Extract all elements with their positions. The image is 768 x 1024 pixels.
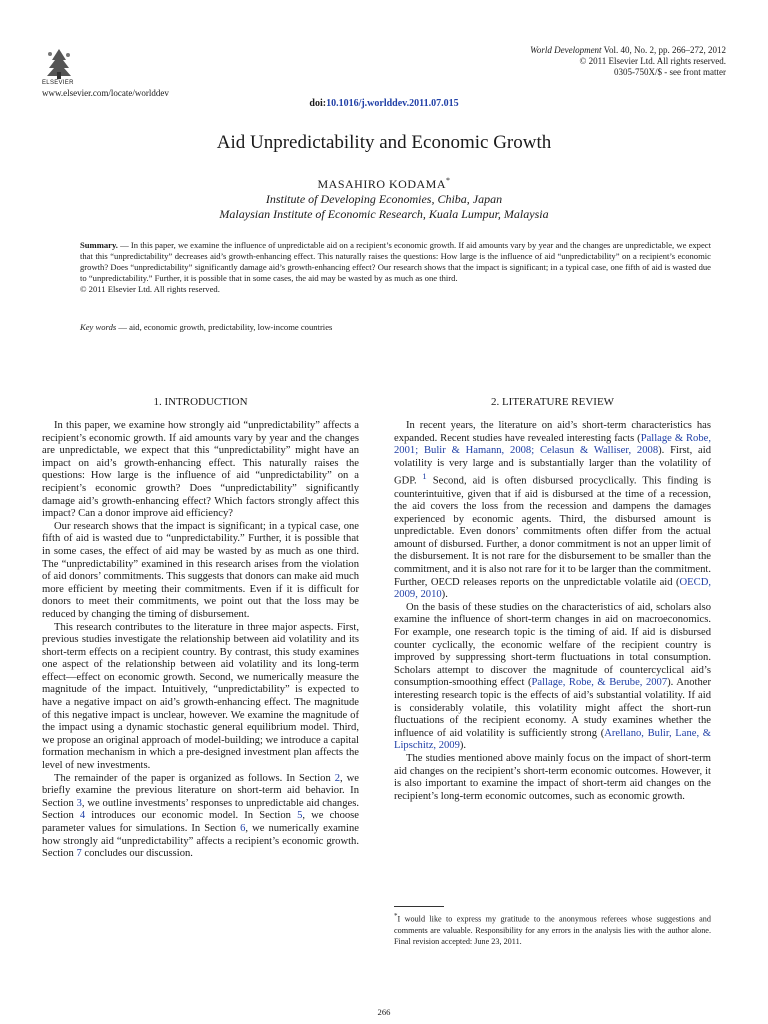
intro-paragraph-2: Our research shows that the impact is significant; in a typical case, one fifth of aid is wasted due to “unpredictability.” Further, it is possible that in some cases, the effect of aid may be wasted by as much as one third. The “unpredictability” examined in this research arises from the violation of aid donors’ commitments. This suggests that donors can make aid much more efficient by meeting their commitments. Even if it is difficult for donors to meet their commitments, we point out that the loss may be reduced by changing the timing of disbursement. [42, 520, 359, 620]
text-run: On the basis of these studies on the characteristics of aid, scholars also examine the influence of short-term changes in aid on macroeconomics. For example, one research topic is the timing of aid. If aid is disbursed counter cyclically, the economic welfare of the recipient country is improved by suppressing short-term fluctuations in total consumption. Scholars attempt to discover the magnitude of countercyclical aid’s consumption-smoothing effect ( [394, 601, 711, 689]
text-run: concludes our discussion. [81, 848, 193, 860]
footnote-link-1[interactable]: 1 [416, 471, 427, 482]
text-run: The remainder of the paper is organized as follows. In Section [54, 772, 335, 784]
author-line [0, 176, 768, 192]
affiliations [0, 192, 768, 222]
section-link-4[interactable]: 4 [79, 810, 86, 822]
text-run: , we numerically examine how strongly aid “unpredictability” affects a recipient’s economic growth. Section [42, 823, 359, 860]
doi-link[interactable]: 10.1016/j.worlddev.2011.07.015 [326, 98, 459, 109]
doi-prefix: doi: [309, 98, 327, 109]
text-run: ). [441, 589, 448, 601]
author-footnote-mark[interactable]: * [446, 176, 451, 185]
abstract [80, 240, 711, 295]
journal-name: World Development [530, 45, 602, 55]
keywords-text: — aid, economic growth, predictability, low-income countries [116, 322, 333, 332]
text-run: ). [459, 740, 467, 752]
text-run: introduces our economic model. In Section [85, 810, 298, 822]
lit-paragraph-1 [394, 420, 711, 602]
footnote-mark: * [394, 912, 398, 920]
section-link-3[interactable]: 3 [76, 797, 82, 809]
column-left [42, 420, 359, 861]
section-heading-introduction: 1. INTRODUCTION [153, 396, 248, 408]
affiliation-2: Malaysian Institute of Economic Research, Kuala Lumpur, Malaysia [219, 207, 549, 221]
journal-volume: Vol. 40, No. 2, pp. 266–272, 2012 [601, 45, 726, 55]
text-run: , we choose parameter values for simulations. In Section [42, 810, 359, 834]
citation-link[interactable]: Pallage, Robe, & Berube, 2007 [531, 677, 668, 689]
intro-paragraph-1: In this paper, we examine how strongly aid “unpredictability” affects a recipient’s economic growth. If aid amounts vary by year and the changes are unpredictable, we expect that this “unpredictability” might have an impact on aid’s growth-enhancing effect. This naturally raises the questions: How large is the influence of aid “unpredictability” on a recipient’s economic growth? Does “unpredictability” significantly damage aid’s growth-enhancing effect? Which factors strongly affect this impact? Can a donor improve aid efficiency? [42, 420, 359, 520]
copyright-line: © 2011 Elsevier Ltd. All rights reserved. [579, 56, 726, 66]
text-run: ). Another interesting research topic is the effects of aid’s substantial volatility. If aid is considerably volatile, this volatility might affect the short-run fluctuations of the recipient economy. A study examines whether the influence of aid volatility is sufficiently strong ( [394, 677, 711, 739]
citation-link[interactable]: OECD, 2009, 2010 [394, 576, 711, 601]
text-run: , we briefly examine the previous literature on short-term aid behavior. In Section [42, 772, 359, 809]
publisher-logo-text: ELSEVIER [42, 80, 74, 86]
text-run: , we outline investments’ responses to unpredictable aid changes. Section [42, 797, 359, 822]
section-link-6[interactable]: 6 [240, 823, 246, 834]
text-run: Second, aid is often disbursed procyclically. This finding is counterintuitive, given that if aid is disbursed at the time of a recession, the aid covers the loss from the recession and dampens the damages experienced by economic agents. Third, the disbursed amount is unpredictable. Even donors’ commitments often differ from the actual amount of disbursed. Further, a donor commitment is not an upper limit of the disbursement. It is not rare for the disbursement to be smaller than the commitment, and it is also not rare for it to be larger than the commitment. Further, OECD releases reports on the unpredictable volatile aid ( [394, 475, 711, 588]
text-run: In recent years, the literature on aid’s short-term characteristics has expanded. Recent studies have revealed interesting facts ( [394, 420, 711, 444]
summary-text: — In this paper, we examine the influence of unpredictable aid on a recipient’s economic growth. If aid amounts vary by year and the changes are unpredictable, we expect that this “unpredictability” decreases aid’s growth-enhancing effect. This naturally raises the questions: How large is the influence of aid “unpredictability” on a recipient’s economic growth? Does “unpredictability” significantly damage aid’s growth-enhancing effect? Our research shows that the impact is significant; in a typical case, one fifth of aid is wasted due to “unpredictability.” Further, it is possible that in some cases, the aid may be wasted by as much as one third. [80, 240, 711, 283]
citation-link[interactable]: Pallage & Robe, 2001; Bulir & Hamann, 2008; Celasun & Walliser, 2008 [394, 432, 711, 457]
summary-label: Summary. [80, 240, 118, 250]
issn-line: 0305-750X/$ - see front matter [614, 67, 726, 77]
elsevier-logo [42, 46, 76, 80]
footnote-text: I would like to express my gratitude to the anonymous referees whose suggestions and comments are valuable. Responsibility for any errors in the analysis lies with the author alone. Final revision accepted: June 23, 2011. [394, 914, 711, 946]
section-heading-literature-review: 2. LITERATURE REVIEW [490, 396, 615, 408]
section-link-2[interactable]: 2 [334, 772, 341, 784]
footnote-rule [394, 906, 444, 907]
journal-info [530, 45, 726, 78]
column-right [394, 420, 711, 803]
section-link-5[interactable]: 5 [297, 810, 303, 822]
affiliation-1: Institute of Developing Economies, Chiba, Japan [265, 192, 503, 206]
lit-paragraph-2 [394, 602, 711, 753]
intro-paragraph-4 [42, 773, 359, 861]
citation-link[interactable]: Arellano, Bulir, Lane, & Lipschitz, 2009 [394, 727, 712, 752]
author-footnote [394, 911, 711, 947]
page-number: 266 [377, 1007, 391, 1017]
intro-paragraph-3: This research contributes to the literature in three major aspects. First, previous studies investigate the relationship between aid volatility and its short-term effects on a recipient country. By contrast, this study examines one aspect of the relationship between aid volatility and its long-term effect—effect on economic growth. Second, we numerically measure the magnitude of the impact. Intuitively, “unpredictability” is expected to have a negative impact on aid’s growth-enhancing effect. The magnitude of this negative impact is unclear, however. We examine the magnitude of the impact using a dynamic stochastic general equilibrium model. Third, we propose an original approach of model-building; we introduce a capital formation mechanism in which a pre-designed investment plan affects the level of new investments. [42, 621, 359, 772]
lit-paragraph-3: The studies mentioned above mainly focus on the impact of short-term aid changes on the recipient’s short-term economic outcomes. However, it is also important to examine the impact of short-term aid changes on the recipient’s long-term economic outcomes, such as economic growth. [394, 752, 711, 802]
author-name: MASAHIRO KODAMA [317, 177, 446, 191]
keywords-label: Key words [80, 322, 117, 332]
article-title: Aid Unpredictability and Economic Growth [216, 132, 552, 153]
publisher-url[interactable]: www.elsevier.com/locate/worlddev [42, 88, 169, 98]
text-run: ). First, aid volatility is very large and is substantially larger than the volatility of GDP. [394, 445, 711, 487]
summary-copyright: © 2011 Elsevier Ltd. All rights reserved. [80, 284, 220, 294]
keywords [80, 322, 711, 333]
doi-line [0, 98, 768, 109]
section-link-7[interactable]: 7 [76, 848, 82, 860]
